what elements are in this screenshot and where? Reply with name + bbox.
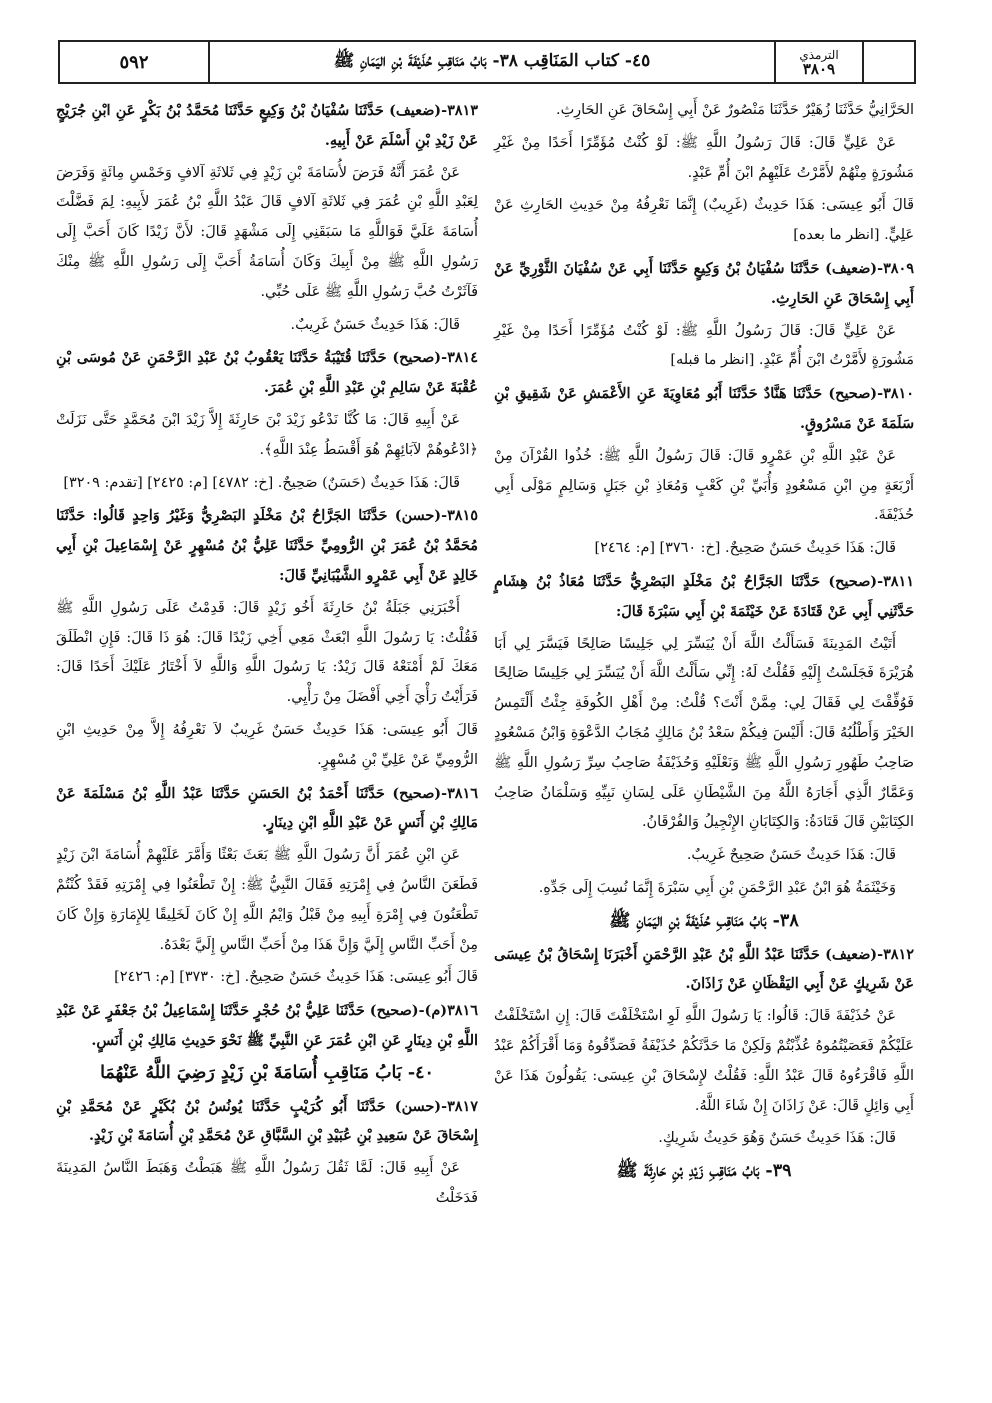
hadith-isnad: ٣٨١٢-(ضعيف) حَدَّثَنَا عَبْدُ اللَّهِ بْنُ عَبْدِ الرَّحْمَنِ أَخْبَرَنَا إِسْحَاقُ بْنُ عِيسَى عَنْ شَرِيكٍ عَنْ أَبِي اليَقْظَانِ عَنْ زَاذَانَ. [494,945,914,993]
hadith-paragraph: الحَرَّانِيُّ حَدَّثَنَا زُهَيْرٌ حَدَّثَنَا مَنْصُورٌ عَنْ أَبِي إِسْحَاقَ عَنِ الحَارِثِ. [556,102,914,118]
hadith-paragraph: قَالَ أَبُو عِيسَى: هَذَا حَدِيثٌ (غَرِيبٌ) إِنَّمَا نَعْرِفُهُ مِنْ حَدِيثِ الحَارِثِ عَنْ عَلِيٍّ. [انظر ما بعده] [494,197,914,244]
hadith-isnad: ٣٨٠٩-(ضعيف) حَدَّثَنَا سُفْيَانُ بْنُ وَكِيعٍ حَدَّثَنَا أَبِي عَنْ سُفْيَانَ الثَّوْرِيِّ عَنْ أَبِي إِسْحَاقَ عَنِ الحَارِثِ. [494,259,914,307]
hadith-paragraph: قَالَ أَبُو عِيسَى: هَذَا حَدِيثٌ حَسَنٌ غَرِيبٌ لاَ نَعْرِفُهُ إِلاَّ مِنْ حَدِيثِ ابْنِ الرُّومِيِّ عَنْ عَلِيِّ بْنِ مُسْهِرٍ. [56,721,478,768]
header-empty-cell [864,42,914,82]
hadith-paragraph: قَالَ: هَذَا حَدِيثٌ حَسَنٌ صَحِيحٌ غَرِيبٌ. [686,847,896,864]
hadith-paragraph: قَالَ: هَذَا حَدِيثٌ (حَسَنٌ) صَحِيحٌ. [خ: ٤٧٨٢] [م: ٢٤٢٥] [تقدم: ٣٢٠٩] [63,474,460,491]
chapter-title: ٤٥- كتاب المَنَاقِب ٣٨- بَابُ مَنَاقِبِ حُذَيْفَةَ بْنِ اليَمَانِ ﷺ [210,42,776,82]
hadith-isnad: ٣٨١٦(م)-(صحيح) حَدَّثَنَا عَلِيُّ بْنُ حُجْرٍ حَدَّثَنَا إِسْمَاعِيلُ بْنُ جَعْفَرٍ عَنْ عَبْدِ اللَّهِ بْنِ دِينَارٍ عَنِ ابْنِ عُمَرَ عَنِ النَّبِيِّ ﷺ نَحْوَ حَدِيثِ مَالِكِ بْنِ أَنَسٍ. [56,1002,478,1049]
hadith-isnad: ٣٨١٦-(صحيح) حَدَّثَنَا أَحْمَدُ بْنُ الحَسَنِ حَدَّثَنَا عَبْدُ اللَّهِ بْنُ مَسْلَمَةَ عَنْ مَالِكِ بْنِ أَنَسٍ عَنْ عَبْدِ اللَّهِ ابْنِ دِينَارٍ. [56,784,478,832]
hadith-isnad: ٣٨١٣-(ضعيف) حَدَّثَنَا سُفْيَانُ بْنُ وَكِيعٍ حَدَّثَنَا مُحَمَّدُ بْنُ بَكْرٍ عَنِ ابْنِ جُرَيْجٍ عَنْ زَيْدِ بْنِ أَسْلَمَ عَنْ أَبِيهِ. [56,102,478,149]
hadith-isnad: ٣٨١٤-(صحيح) حَدَّثَنَا قُتَيْبَةُ حَدَّثَنَا يَعْقُوبُ بْنُ عَبْدِ الرَّحْمَنِ عَنْ مُوسَى بْنِ عُقْبَةَ عَنْ سَالِمِ بْنِ عَبْدِ اللَّهِ بْنِ عُمَرَ. [56,349,478,397]
book-label: الترمذي [799,48,839,62]
hadith-paragraph: عَنْ عَلِيٍّ قَالَ: قَالَ رَسُولُ اللَّهِ ﷺ: لَوْ كُنْتُ مُؤَمِّرًا أَحَدًا مِنْ غَيْرِ مَشُورَةٍ لأَمَّرْتُ ابْنَ أُمِّ عَبْدٍ. [انظر ما قبله] [494,322,914,369]
page-header [58,40,916,84]
left-text-column [56,96,478,1386]
right-text-column [494,96,914,1386]
chapter-heading: ٣٨- بَابُ مَنَاقِبِ حُذَيْفَةَ بْنِ اليَمَانِ ﷺ [609,910,799,931]
hadith-paragraph: أَخْبَرَنِي جَبَلَةُ بْنُ حَارِثَةَ أَخُو زَيْدٍ قَالَ: قَدِمْتُ عَلَى رَسُولِ اللَّهِ ﷺ فَقُلْتُ: يَا رَسُولَ اللَّهِ ابْعَثْ مَعِي أَخِي زَيْدًا قَالَ: هُوَ ذَا قَالَ: فَإِنِ انْطَلَقَ مَعَكَ لَمْ أَمْنَعْهُ قَالَ زَيْدٌ: يَا رَسُولَ اللَّهِ وَاللَّهِ لاَ أَخْتَارُ عَلَيْكَ أَحَدًا قَالَ: فَرَأَيْتُ رَأْيَ أَخِي أَفْضَلَ مِنْ رَأْيِي. [56,599,478,706]
hadith-isnad: ٣٨١١-(صحيح) حَدَّثَنَا الجَرَّاحُ بْنُ مَخْلَدٍ البَصْرِيُّ حَدَّثَنَا مُعَاذُ بْنُ هِشَامٍ حَدَّثَنِي أَبِي عَنْ قَتَادَةَ عَنْ خَيْثَمَةَ بْنِ أَبِي سَبْرَةَ قَالَ: [494,572,914,620]
hadith-range: ٣٨٠٩ [802,60,836,78]
chapter-heading: ٤٠- بَابُ مَنَاقِبِ أُسَامَةَ بْنِ زَيْدٍ رَضِيَ اللَّهُ عَنْهُمَا [100,1062,434,1083]
hadith-paragraph: عَنِ ابْنِ عُمَرَ أَنَّ رَسُولَ اللَّهِ ﷺ بَعَثَ بَعْثًا وَأَمَّرَ عَلَيْهِمْ أُسَامَةَ ابْنَ زَيْدٍ فَطَعَنَ النَّاسُ فِي إِمْرَتِهِ فَقَالَ النَّبِيُّ ﷺ: إِنْ تَطْعَنُوا فِي إِمْرَتِهِ فَقَدْ كُنْتُمْ تَطْعَنُونَ فِي إِمْرَةِ أَبِيهِ مِنْ قَبْلُ وَايْمُ اللَّهِ إِنْ كَانَ لَخَلِيقًا لِلإِمَارَةِ وَإِنْ كَانَ مِنْ أَحَبِّ النَّاسِ إِلَيَّ وَإِنَّ هَذَا مِنْ أَحَبِّ النَّاسِ إِلَيَّ بَعْدَهُ. [56,847,478,953]
hadith-isnad: ٣٨١٧-(حسن) حَدَّثَنَا أَبُو كُرَيْبٍ حَدَّثَنَا يُونُسُ بْنُ بُكَيْرٍ عَنْ مُحَمَّدِ بْنِ إِسْحَاقَ عَنْ سَعِيدِ بْنِ عُبَيْدِ بْنِ السَّبَّاقِ عَنْ مُحَمَّدِ بْنِ أُسَامَةَ بْنِ زَيْدٍ. [56,1097,478,1145]
hadith-paragraph: عَنْ عَبْدِ اللَّهِ بْنِ عَمْرٍو قَالَ: قَالَ رَسُولُ اللَّهِ ﷺ: خُذُوا القُرْآنَ مِنْ أَرْبَعَةٍ مِنِ ابْنِ مَسْعُودٍ وَأُبَيِّ بْنِ كَعْبٍ وَمُعَاذِ بْنِ جَبَلٍ وَسَالِمٍ مَوْلَى أَبِي حُذَيْفَةَ. [494,447,914,524]
hadith-paragraph: عَنْ أَبِيهِ قَالَ: مَا كُنَّا نَدْعُو زَيْدَ بْنَ حَارِثَةَ إِلاَّ زَيْدَ ابْنَ مُحَمَّدٍ حَتَّى نَزَلَتْ ﴿ادْعُوهُمْ لآبَائِهِمْ هُوَ أَقْسَطُ عِنْدَ اللَّهِ﴾. [56,411,478,458]
hadith-paragraph: قَالَ: هَذَا حَدِيثٌ حَسَنٌ غَرِيبٌ. [290,316,460,333]
hadith-paragraph: عَنْ عُمَرَ أَنَّهُ فَرَضَ لأُسَامَةَ بْنِ زَيْدٍ فِي ثَلاثَةِ آلافٍ وَخَمْسِ مِائَةٍ وَفَرَضَ لِعَبْدِ اللَّهِ بْنِ عُمَرَ فِي ثَلاثَةِ آلافٍ قَالَ عَبْدُ اللَّهِ بْنُ عُمَرَ لأَبِيهِ: لِمَ فَضَّلْتَ أُسَامَةَ عَلَيَّ فَوَاللَّهِ مَا سَبَقَنِي إِلَى مَشْهَدٍ قَالَ: لأَنَّ زَيْدًا كَانَ أَحَبَّ إِلَى رَسُولِ اللَّهِ ﷺ مِنْ أَبِيكَ وَكَانَ أُسَامَةُ أَحَبَّ إِلَى رَسُولِ اللَّهِ ﷺ مِنْكَ فَآثَرْتُ حُبَّ رَسُولِ اللَّهِ ﷺ عَلَى حُبِّي. [56,164,478,300]
hadith-paragraph: عَنْ حُذَيْفَةَ قَالَ: قَالُوا: يَا رَسُولَ اللَّهِ لَوِ اسْتَخْلَفْتَ قَالَ: إِنِ اسْتَخْلَفْتُ عَلَيْكُمْ فَعَصَيْتُمُوهُ عُذِّبْتُمْ وَلَكِنْ مَا حَدَّثَكُمْ حُذَيْفَةُ فَصَدِّقُوهُ وَمَا أَقْرَأَكُمْ عَبْدُ اللَّهِ فَاقْرَءُوهُ قَالَ عَبْدُ اللَّهِ: فَقُلْتُ لإِسْحَاقَ بْنِ عِيسَى: يَقُولُونَ هَذَا عَنْ أَبِي وَائِلٍ قَالَ: عَنْ زَاذَانَ إِنْ شَاءَ اللَّهُ. [494,1008,914,1114]
chapter-heading: ٣٩- بَابُ مَنَاقِبِ زَيْدِ بْنِ حَارِثَةَ ﷺ [616,1161,792,1182]
hadith-paragraph: عَنْ أَبِيهِ قَالَ: لَمَّا ثَقُلَ رَسُولُ اللَّهِ ﷺ هَبَطْتُ وَهَبَطَ النَّاسُ المَدِينَةَ فَدَخَلْتُ [56,1160,478,1206]
hadith-paragraph: قَالَ: هَذَا حَدِيثٌ حَسَنٌ صَحِيحٌ. [خ: ٣٧٦٠] [م: ٢٤٦٤] [594,540,896,557]
hadith-isnad: ٣٨١٥-(حسن) حَدَّثَنَا الجَرَّاحُ بْنُ مَخْلَدٍ البَصْرِيُّ وَغَيْرُ وَاحِدٍ قَالُوا: حَدَّثَنَا مُحَمَّدُ بْنُ عُمَرَ بْنِ الرُّومِيِّ حَدَّثَنَا عَلِيُّ بْنُ مُسْهِرٍ عَنْ إِسْمَاعِيلَ بْنِ أَبِي خَالِدٍ عَنْ أَبِي عَمْرٍو الشَّيْبَانِيِّ قَالَ: [56,507,478,584]
hadith-paragraph: قَالَ أَبُو عِيسَى: هَذَا حَدِيثٌ حَسَنٌ صَحِيحٌ. [خ: ٣٧٣٠] [م: ٢٤٢٦] [114,969,478,986]
hadith-reference [776,42,864,82]
hadith-paragraph: أَتَيْتُ المَدِينَةَ فَسَأَلْتُ اللَّهَ أَنْ يُيَسِّرَ لِي جَلِيسًا صَالِحًا فَيَسَّرَ لِي أَبَا هُرَيْرَةَ فَجَلَسْتُ إِلَيْهِ فَقُلْتُ لَهُ: إِنِّي سَأَلْتُ اللَّهَ أَنْ يُيَسِّرَ لِي جَلِيسًا صَالِحًا فَوُفِّقْتَ لِي فَقَالَ لِي: مِمَّنْ أَنْتَ؟ قُلْتُ: مِنْ أَهْلِ الكُوفَةِ جِئْتُ أَلْتَمِسُ الخَيْرَ وَأَطْلُبُهُ قَالَ: أَلَيْسَ فِيكُمْ سَعْدُ بْنُ مَالِكٍ مُجَابُ الدَّعْوَةِ وَابْنُ مَسْعُودٍ صَاحِبُ طَهُورِ رَسُولِ اللَّهِ ﷺ وَنَعْلَيْهِ وَحُذَيْفَةُ صَاحِبُ سِرِّ رَسُولِ اللَّهِ ﷺ وَعَمَّارٌ الَّذِي أَجَارَهُ اللَّهُ مِنَ الشَّيْطَانِ عَلَى لِسَانِ نَبِيِّهِ وَسَلْمَانُ صَاحِبُ الكِتَابَيْنِ قَالَ قَتَادَةُ: وَالكِتَابَانِ الإِنْجِيلُ وَالفُرْقَانُ. [494,635,914,831]
page-number: ٥٩٢ [60,42,210,82]
hadith-isnad: ٣٨١٠-(صحيح) حَدَّثَنَا هَنَّادٌ حَدَّثَنَا أَبُو مُعَاوِيَةَ عَنِ الأَعْمَشِ عَنْ شَقِيقِ بْنِ سَلَمَةَ عَنْ مَسْرُوقٍ. [494,385,914,432]
hadith-paragraph: قَالَ: هَذَا حَدِيثٌ حَسَنٌ وَهُوَ حَدِيثُ شَرِيكٍ. [658,1130,896,1147]
hadith-paragraph: وَخَيْثَمَةُ هُوَ ابْنُ عَبْدِ الرَّحْمَنِ بْنِ أَبِي سَبْرَةَ إِنَّمَا نُسِبَ إِلَى جَدِّهِ. [538,879,896,896]
hadith-paragraph: عَنْ عَلِيٍّ قَالَ: قَالَ رَسُولُ اللَّهِ ﷺ: لَوْ كُنْتُ مُؤَمِّرًا أَحَدًا مِنْ غَيْرِ مَشُورَةٍ مِنْهُمْ لأَمَّرْتُ عَلَيْهِمُ ابْنَ أُمِّ عَبْدٍ. [494,134,914,181]
